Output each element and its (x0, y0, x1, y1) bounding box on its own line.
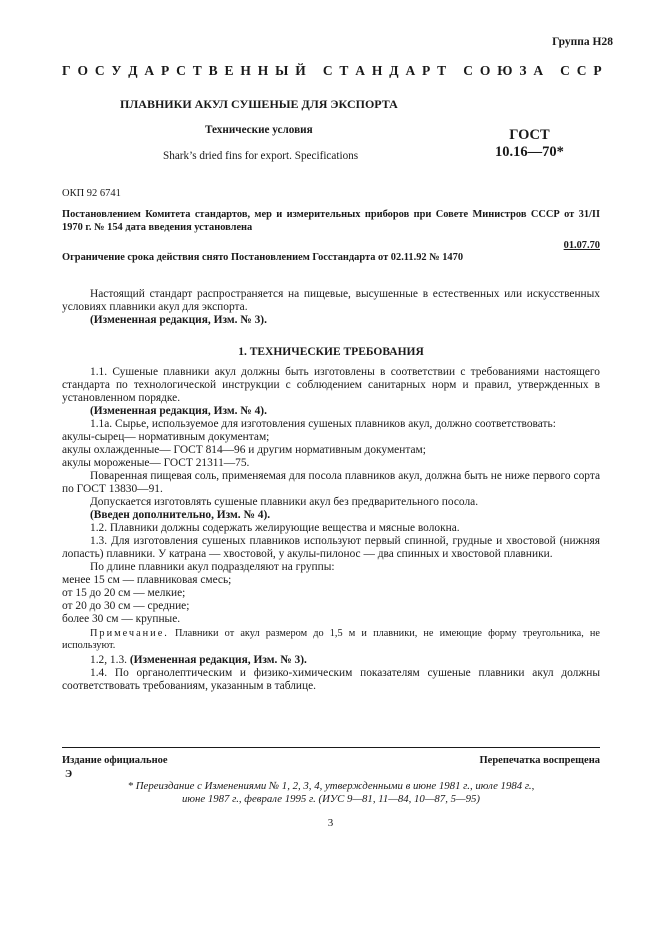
banner-letter: Ы (275, 63, 289, 78)
raw-material-item: акулы охлажденные— ГОСТ 814—96 и другим нормативным документам; (62, 444, 426, 456)
clause-1-1-amendment: (Измененная редакция, Изм. № 4). (90, 405, 267, 417)
document-title: ПЛАВНИКИ АКУЛ СУШЕНЫЕ ДЛЯ ЭКСПОРТА (120, 97, 398, 111)
banner-letter: Р (160, 63, 170, 78)
section-body (62, 366, 600, 693)
banner-letter: А (144, 63, 155, 78)
intro-block (62, 288, 600, 327)
reprint-prohibited: Перепечатка воспрещена (479, 755, 600, 766)
clause-1-2: 1.2. Плавники должны содержать желирующие вещества и мясные волокна. (90, 522, 460, 534)
length-group-item: от 15 до 20 см — мелкие; (62, 587, 186, 599)
intro-paragraph: Настоящий стандарт распространяется на пищевые, высушенные в естественных или искусственных условиях плавники акул для экспорта. (62, 288, 600, 313)
banner-letter: Т (437, 63, 447, 78)
subtitle-english: Shark’s dried fins for export. Specifications (163, 150, 359, 162)
subtitle-russian: Технические условия (205, 124, 313, 136)
section-heading: 1. ТЕХНИЧЕСКИЕ ТРЕБОВАНИЯ (238, 346, 424, 358)
banner-letter: Ю (497, 63, 513, 78)
banner-letter: А (355, 63, 366, 78)
banner-letter: Н (257, 63, 269, 78)
banner-letter: А (405, 63, 416, 78)
restriction-note: Ограничение срока действия снято Постановлением Госстандарта от 02.11.92 № 1470 (62, 252, 464, 263)
footnote-line-1: * Переиздание с Изменениями № 1, 2, 3, 4, утвержденными в июне 1981 г., июле 1984 г., (127, 780, 535, 792)
banner-letter (453, 63, 456, 79)
length-group-item: от 20 до 30 см — средние; (62, 600, 190, 612)
note-label: Примечание. (90, 628, 169, 639)
reissue-footnote (62, 780, 600, 806)
banner-letter: Н (371, 63, 383, 78)
clause-1-1a: 1.1а. Сырье, используемое для изготовления сушеных плавников акул, должно соответствовать: (90, 418, 556, 430)
banner-letter: Н (240, 63, 251, 78)
edition-mark: Э (65, 769, 73, 780)
intro-amendment: (Измененная редакция, Изм. № 3). (90, 314, 267, 326)
decree-text: Постановлением Комитета стандартов, мер и измерительных приборов при Совете Министров СССР от 31/II 1970 г. № 154 дата введения установлена (62, 209, 600, 233)
banner-letter: С (94, 63, 105, 78)
introduction-date: 01.07.70 (563, 240, 600, 251)
introduced-amendment: (Введен дополнительно, Изм. № 4). (90, 509, 271, 521)
footer-divider (62, 747, 600, 748)
gost-label: ГОСТ (509, 127, 550, 143)
gost-designation (495, 127, 564, 161)
length-group-item: менее 15 см — плавниковая смесь; (62, 574, 232, 586)
banner-letter: Р (422, 63, 431, 78)
banner-letter: У (111, 63, 122, 78)
banner-letter: С (176, 63, 186, 78)
banner-letter: Е (224, 63, 234, 78)
note (62, 628, 600, 652)
page-number: 3 (327, 817, 334, 829)
amendment-text: (Измененная редакция, Изм. № 3). (129, 654, 307, 666)
banner-letter: О (77, 63, 88, 78)
raw-material-item: акулы мороженые— ГОСТ 21311—75. (62, 457, 250, 469)
banner-letter: А (533, 63, 544, 78)
footnote-line-2: июне 1987 г., феврале 1995 г. (ИУС 9—81, 11—84, 10—87, 5—95) (181, 793, 481, 805)
clause-1-4: 1.4. По органолептическим и физико-химическим показателям сушеные плавники акул должны соответствовать требованиям, указанным в таблице. (62, 667, 600, 692)
okp-code: ОКП 92 6741 (62, 188, 121, 199)
amendment-1-2-1-3 (62, 654, 600, 667)
amendment-ref: 1.2, 1.3. (90, 654, 128, 666)
banner-letter: С (463, 63, 474, 78)
note-text: Плавники от акул размером до 1,5 м и плавники, не имеющие форму треугольника, не используют. (62, 628, 600, 651)
banner-letter: В (208, 63, 218, 78)
banner-letter: С (560, 63, 570, 78)
gost-number: 10.16—70* (495, 144, 564, 160)
banner-letter: Д (389, 63, 399, 78)
banner-letter (313, 63, 316, 79)
banner-letter: Т (192, 63, 202, 78)
banner-letter: С (322, 63, 333, 78)
group-label: Группа Н28 (552, 36, 613, 48)
official-edition: Издание официальное (62, 755, 168, 766)
banner-letter: С (576, 63, 587, 78)
banner-letter: Т (339, 63, 349, 78)
clause-1-3: 1.3. Для изготовления сушеных плавников используют первый спинной, грудные и хвостовой (нижняя лопасть) плавники. У катрана — хвостовой, у акулы-пилонос — два спинных и хвостовой плавники. (62, 535, 600, 560)
state-standard-banner (62, 63, 602, 79)
clause-1-1: 1.1. Сушеные плавники акул должны быть изготовлены в соответствии с требованиями настоящего стандарта по технологической инструкции с соблюдением санитарных норм и правил, утвержденных в установленном порядке. (62, 366, 600, 404)
banner-letter: Р (593, 63, 602, 78)
raw-material-item: акулы-сырец— нормативным документам; (62, 431, 270, 443)
banner-letter: Г (62, 63, 71, 78)
no-salting-permission: Допускается изготовлять сушеные плавники акул без предварительного посола. (90, 496, 479, 508)
salt-requirement: Поваренная пищевая соль, применяемая для посола плавников акул, должна быть не ниже первого сорта по ГОСТ 13830—91. (62, 470, 600, 495)
groups-intro: По длине плавники акул подразделяют на группы: (90, 561, 335, 573)
banner-letter: З (519, 63, 527, 78)
banner-letter: Д (128, 63, 138, 78)
banner-letter: Й (295, 63, 306, 78)
length-group-item: более 30 см — крупные. (62, 613, 181, 625)
banner-letter (550, 63, 553, 79)
banner-letter: О (479, 63, 491, 78)
